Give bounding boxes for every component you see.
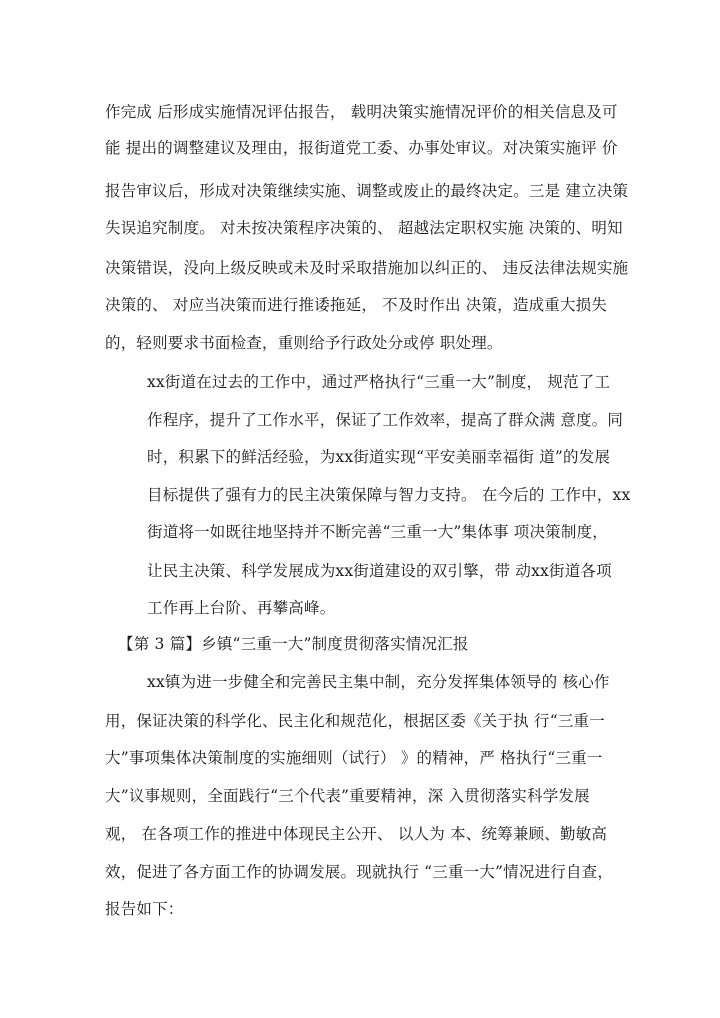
section-heading: 【第 3 篇】乡镇“三重一大”制度贯彻落实情况汇报: [118, 635, 469, 653]
paragraph-2-line: xx街道在过去的工作中，通过严格执行“三重一大”制度， 规范了工: [147, 373, 611, 391]
paragraph-2-line: 作程序，提升了工作水平，保证了工作效率，提高了群众满 意度。同: [147, 411, 624, 429]
paragraph-3-line: 用，保证决策的科学化、民主化和规范化，根据区委《关于执 行“三重一: [105, 712, 605, 730]
paragraph-3-line: 效，促进了各方面工作的协调发展。现就执行 “三重一大”情况进行自查，: [105, 863, 614, 881]
paragraph-3-line: 大”事项集体决策制度的实施细则（试行） 》的精神，严 格执行“三重一: [105, 749, 603, 767]
paragraph-2-line: 时，积累下的鲜活经验，为xx街道实现“平安美丽幸福街 道”的发展: [147, 448, 611, 466]
paragraph-2-line: 街道将一如既往地坚持并不断完善“三重一大”集体事 项决策制度，: [147, 523, 608, 541]
paragraph-3-line: 报告如下：: [105, 900, 184, 918]
paragraph-1-line: 的，轻则要求书面检查，重则给予行政处分或停 职处理。: [105, 334, 503, 352]
paragraph-1-line: 作完成 后形成实施情况评估报告， 载明决策实施情况评价的相关信息及可: [105, 103, 618, 121]
paragraph-2-line: 工作再上台阶、再攀高峰。: [147, 599, 336, 617]
paragraph-3-line: 观， 在各项工作的推进中体现民主公开、 以人为 本、统筹兼顾、勤敏高: [105, 825, 608, 843]
paragraph-2-line: 目标提供了强有力的民主决策保障与智力支持。 在今后的 工作中，xx: [147, 486, 631, 504]
paragraph-1-line: 报告审议后，形成对决策继续实施、调整或废止的最终决定。三是 建立决策: [105, 182, 629, 200]
paragraph-3-line: xx镇为进一步健全和完善民主集中制，充分发挥集体领导的 核心作: [147, 673, 610, 691]
paragraph-1-line: 能 提出的调整建议及理由，报街道党工委、办事处审议。对决策实施评 价: [105, 139, 618, 157]
paragraph-1-line: 决策错误，没向上级反映或未及时采取措施加以纠正的、 违反法律法规实施: [105, 259, 629, 277]
paragraph-1-line: 决策的、 对应当决策而进行推诿拖延， 不及时作出 决策，造成重大损失: [105, 296, 608, 314]
paragraph-1-line: 失误追究制度。 对未按决策程序决策的、 超越法定职权实施 决策的、明知: [105, 219, 623, 237]
paragraph-3-line: 大”议事规则，全面践行“三个代表”重要精神，深 入贯彻落实科学发展: [105, 787, 590, 805]
paragraph-2-line: 让民主决策、科学发展成为xx街道建设的双引擎，带 动xx街道各项: [147, 562, 612, 580]
